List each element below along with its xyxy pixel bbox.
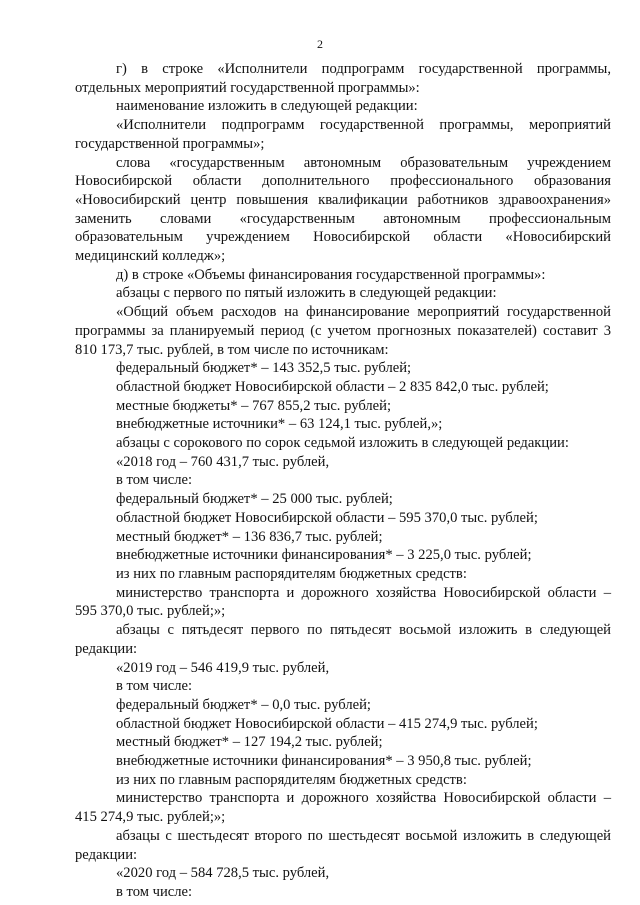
- document-body: [75, 60, 611, 902]
- paragraph: министерство транспорта и дорожного хозяйства Новосибирской области – 415 274,9 тыс. рублей;»;: [75, 790, 611, 826]
- paragraph: внебюджетные источники финансирования* – 3 950,8 тыс. рублей;: [116, 753, 532, 770]
- paragraph: г) в строке «Исполнители подпрограмм государственной программы, отдельных мероприятий государственной программы»:: [75, 61, 611, 96]
- paragraph: федеральный бюджет* – 0,0 тыс. рублей;: [116, 696, 371, 713]
- paragraph: областной бюджет Новосибирской области – 595 370,0 тыс. рублей;: [116, 509, 538, 526]
- paragraph: в том числе:: [116, 472, 193, 489]
- paragraph: абзацы с сорокового по сорок седьмой изложить в следующей редакции:: [116, 435, 569, 452]
- paragraph: местный бюджет* – 127 194,2 тыс. рублей;: [116, 734, 383, 751]
- paragraph: местные бюджеты* – 767 855,2 тыс. рублей;: [116, 397, 392, 414]
- paragraph: слова «государственным автономным образовательным учреждением Новосибирской области дополнительного профессионального образования «Новосибирский центр повышения квалификации работников здравоохранения» заменить словами «государственным автономным профессиональным образовательным учреждением Новосибирской области «Новосибирский медицинский колледж»;: [75, 154, 611, 265]
- paragraph: наименование изложить в следующей редакции:: [116, 98, 418, 115]
- paragraph: внебюджетные источники* – 63 124,1 тыс. рублей,»;: [116, 416, 443, 433]
- paragraph: в том числе:: [116, 678, 193, 695]
- paragraph: из них по главным распорядителям бюджетных средств:: [116, 771, 467, 788]
- paragraph: внебюджетные источники финансирования* – 3 225,0 тыс. рублей;: [116, 547, 532, 564]
- paragraph: «Общий объем расходов на финансирование мероприятий государственной программы за планируемый период (с учетом прогнозных показателей) составит 3 810 173,7 тыс. рублей, в том числе по источникам:: [75, 304, 611, 358]
- paragraph: областной бюджет Новосибирской области – 415 274,9 тыс. рублей;: [116, 715, 538, 732]
- paragraph: федеральный бюджет* – 25 000 тыс. рублей;: [116, 491, 393, 508]
- paragraph: «2019 год – 546 419,9 тыс. рублей,: [116, 659, 330, 676]
- page-number: 2: [317, 37, 323, 51]
- paragraph: в том числе:: [116, 883, 193, 900]
- paragraph: министерство транспорта и дорожного хозяйства Новосибирской области – 595 370,0 тыс. рублей;»;: [75, 584, 611, 620]
- paragraph: местный бюджет* – 136 836,7 тыс. рублей;: [116, 528, 383, 545]
- paragraph: абзацы с первого по пятый изложить в следующей редакции:: [116, 285, 497, 302]
- paragraph: «2018 год – 760 431,7 тыс. рублей,: [116, 453, 330, 470]
- paragraph: областной бюджет Новосибирской области – 2 835 842,0 тыс. рублей;: [116, 378, 549, 395]
- paragraph: д) в строке «Объемы финансирования государственной программы»:: [116, 266, 546, 283]
- paragraph: федеральный бюджет* – 143 352,5 тыс. рублей;: [116, 360, 412, 377]
- paragraph: «Исполнители подпрограмм государственной программы, мероприятий государственной программы»;: [75, 117, 611, 152]
- paragraph: абзацы с шестьдесят второго по шестьдесят восьмой изложить в следующей редакции:: [75, 827, 611, 863]
- paragraph: абзацы с пятьдесят первого по пятьдесят восьмой изложить в следующей редакции:: [75, 622, 611, 657]
- paragraph: «2020 год – 584 728,5 тыс. рублей,: [116, 865, 330, 882]
- paragraph: из них по главным распорядителям бюджетных средств:: [116, 565, 467, 582]
